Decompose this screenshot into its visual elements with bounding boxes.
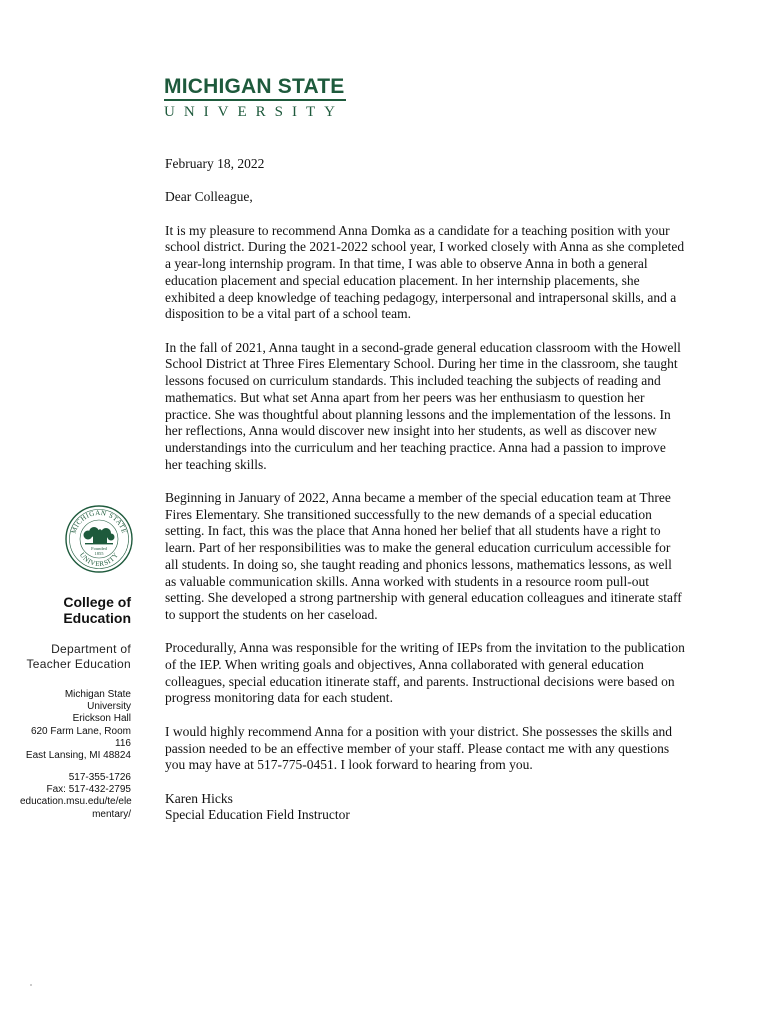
address-line: 620 Farm Lane, Room <box>30 725 131 737</box>
seal-building-icon <box>84 527 115 544</box>
letter-body <box>165 156 685 824</box>
seal-bottom-text: UNIVERSITY <box>77 551 121 569</box>
msu-logo <box>164 76 346 120</box>
dept-line2: Teacher Education <box>26 657 131 671</box>
letter-paragraph: In the fall of 2021, Anna taught in a second-grade general education classroom with the Howell School District at Three Fires Elementary School. During her time in the classroom, she taught lessons focused on curriculum standards. This included teaching the subjects of reading and mathematics. But what set Anna apart from her peers was her enthusiasm to question her practice. She was thoughtful about planning lessons and the implementation of the lessons. In her reflections, Anna would discover new insight into her students, as well as discover new understandings into the curriculum and her teaching practice. Anna had a passion to improve her teaching skills. <box>165 339 681 472</box>
department-name <box>20 642 131 672</box>
address-line: University <box>87 701 131 713</box>
college-line1: College of <box>63 594 131 610</box>
logo-wordmark-line1: MICHIGAN STATE <box>164 75 345 98</box>
letter-paragraph: Procedurally, Anna was responsible for the writing of IEPs from the invitation to the publication of the IEP. When writing goals and objectives, Anna collaborated with general education colleagues, special education itinerate staff, and parents. Instructional decisions were based on progress monitoring data for each student. <box>165 640 685 706</box>
address-line: 116 <box>115 737 131 749</box>
signature-name: Karen Hicks <box>165 790 233 806</box>
dept-line1: Department of <box>51 642 131 656</box>
seal-founded-label: Founded <box>91 546 107 551</box>
address-line: East Lansing, MI 48824 <box>25 750 131 762</box>
website-link[interactable]: education.msu.edu/te/ele <box>20 796 132 808</box>
website-link-continued[interactable]: mentary/ <box>92 808 131 820</box>
logo-rule <box>164 99 346 101</box>
university-seal-icon <box>64 504 134 574</box>
page-speck <box>30 984 32 986</box>
seal-year-label: 1855 <box>94 551 104 556</box>
phone-number: 517-355-1726 <box>68 772 131 783</box>
signature-title: Special Education Field Instructor <box>165 807 350 823</box>
letter-paragraph: Beginning in January of 2022, Anna became a member of the special education team at Three Fires Elementary. She transitioned successfully to the new demands of a special education setting. In fact, this was the place that Anna honed her belief that all students have a right to learn. Part of her responsibilities was to make the general education curriculum accessible for all students. In doing so, she taught reading and phonics lessons, mathematics lessons, as well as valuable communication skills. Anna worked with students in a resource room pull-out setting. She developed a strong partnership with general education colleagues and itinerate staff to support the students on her caseload. <box>165 490 682 622</box>
seal-top-text: MICHIGAN STATE <box>69 508 129 535</box>
fax-number: Fax: 517-432-2795 <box>46 784 131 796</box>
logo-wordmark-line2: UNIVERSITY <box>164 104 344 120</box>
letter-paragraph: It is my pleasure to recommend Anna Domka as a candidate for a teaching position with your school district. During the 2021-2022 school year, I worked closely with Anna as she completed a year-long internship program. In that time, I was able to observe Anna in both a general education placement and special education placement. In her internship placements, she exhibited a deep knowledge of teaching pedagogy, interpersonal and intrapersonal skills, and a disposition to be a vital part of a school team. <box>165 222 685 322</box>
college-line2: Education <box>63 610 131 626</box>
letter-paragraph: I would highly recommend Anna for a position with your district. She possesses the skills and passion needed to be an effective member of your staff. Please contact me with any questions you may have at 517-775-0451. I look forward to hearing from you. <box>165 723 672 773</box>
letter-date: February 18, 2022 <box>165 156 265 171</box>
college-name <box>20 594 131 626</box>
letter-salutation: Dear Colleague, <box>165 189 253 205</box>
contact-block <box>20 772 131 821</box>
address-block <box>20 689 131 762</box>
address-line: Erickson Hall <box>72 713 131 725</box>
address-line: Michigan State <box>64 689 131 700</box>
